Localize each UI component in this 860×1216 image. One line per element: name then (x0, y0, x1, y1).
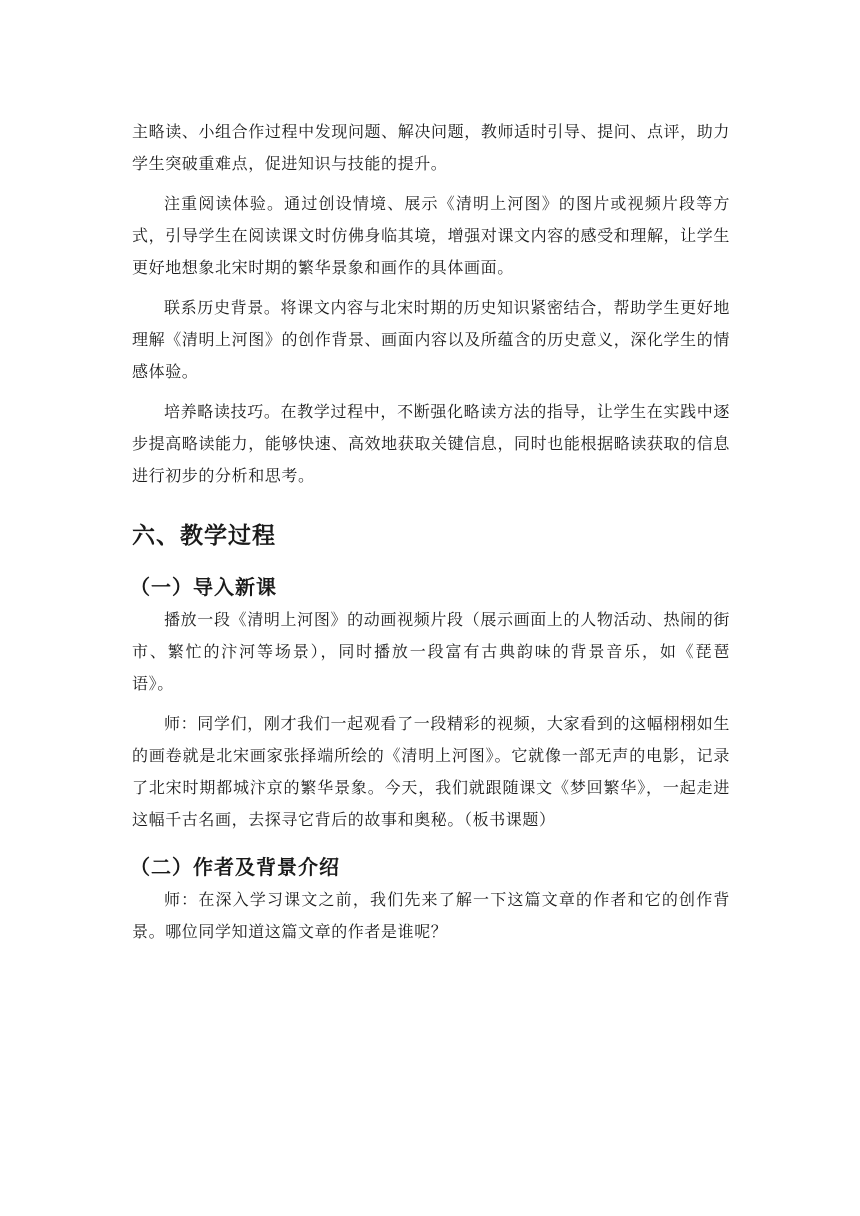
paragraph-teacher-intro: 师：同学们，刚才我们一起观看了一段精彩的视频，大家看到的这幅栩栩如生的画卷就是北宋画家张择端所绘的《清明上河图》。它就像一部无声的电影，记录了北宋时期都城汴京的繁华景象。今天，我们就跟随课文《梦回繁华》，一起走进这幅千古名画，去探寻它背后的故事和奥秘。（板书课题） (132, 714, 730, 829)
subsection-heading-author-background: （二）作者及背景介绍 (130, 855, 340, 879)
paragraph-continuation: 主略读、小组合作过程中发现问题、解决问题，教师适时引导、提问、点评，助力学生突破重难点，促进知识与技能的提升。 (132, 122, 730, 173)
paragraph-teacher-question: 师：在深入学习课文之前，我们先来了解一下这篇文章的作者和它的创作背景。哪位同学知道这篇文章的作者是谁呢？ (132, 890, 730, 941)
paragraph-skimming-skills: 培养略读技巧。在教学过程中，不断强化略读方法的指导，让学生在实践中逐步提高略读能力，能够快速、高效地获取关键信息，同时也能根据略读获取的信息进行初步的分析和思考。 (132, 402, 730, 485)
paragraph-reading-experience: 注重阅读体验。通过创设情境、展示《清明上河图》的图片或视频片段等方式，引导学生在阅读课文时仿佛身临其境，增强对课文内容的感受和理解，让学生更好地想象北宋时期的繁华景象和画作的具体画面。 (132, 194, 730, 277)
subsection-heading-introduction: （一）导入新课 (130, 575, 277, 599)
document-page (132, 116, 730, 948)
section-heading-teaching-process: 六、教学过程 (132, 523, 276, 549)
paragraph-video-intro: 播放一段《清明上河图》的动画视频片段（展示画面上的人物活动、热闹的街市、繁忙的汴河等场景），同时播放一段富有古典韵味的背景音乐，如《琵琶语》。 (132, 610, 730, 693)
paragraph-historical-background: 联系历史背景。将课文内容与北宋时期的历史知识紧密结合，帮助学生更好地理解《清明上河图》的创作背景、画面内容以及所蕴含的历史意义，深化学生的情感体验。 (132, 298, 730, 381)
